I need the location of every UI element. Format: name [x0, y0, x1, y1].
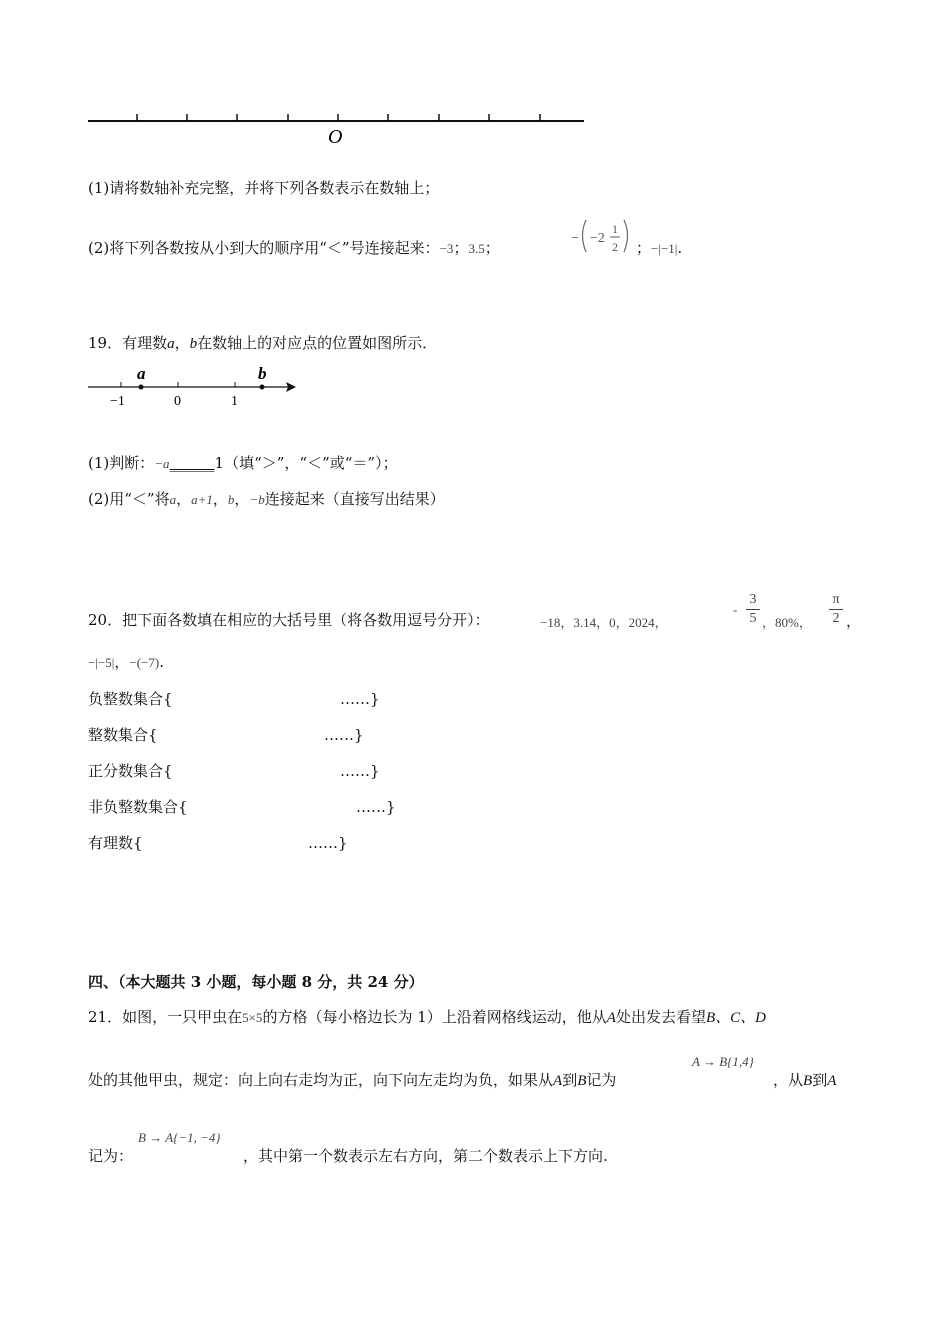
q18-part2-tail	[636, 238, 682, 259]
num-neg-abs-neg5: −|−5|	[88, 655, 115, 670]
point-b	[260, 385, 265, 390]
set-rationals: 有理数{	[88, 834, 143, 852]
q18-part2-prefix: (2)将下列各数按从小到大的顺序用“＜”号连接起来：	[88, 239, 440, 257]
num-neg-neg7: −(−7)	[129, 655, 160, 670]
expr-neg-a: −a	[154, 456, 170, 471]
sep: ；	[484, 239, 500, 257]
comma: ，	[174, 334, 190, 352]
axis-ticks	[137, 114, 540, 121]
var-b: b	[189, 336, 198, 352]
q21-line1: 21．如图，一只甲虫在5×5的方格（每小格边长为 1）上沿着网格线运动，他从A处出发去看望B、C、D	[88, 1008, 766, 1026]
set-nonnegative-integers: 非负整数集合{	[88, 798, 188, 816]
svg-text:−: −	[571, 231, 579, 246]
label-1: 1	[231, 394, 238, 409]
grid-size: 5×5	[242, 1010, 263, 1025]
value-neg-abs-neg1: −|−1|	[651, 241, 678, 256]
q19-part2-suffix: 连接起来（直接写出结果）	[264, 490, 445, 508]
record-A-to-B: A → B{1,4}	[692, 1054, 754, 1069]
item-a: a	[169, 492, 177, 507]
value-neg-neg-2-half	[570, 212, 636, 258]
q20-numbers-line2: −|−5|，−(−7).	[88, 653, 164, 671]
num-80-percent: ，80%，	[762, 615, 812, 630]
answer-blank[interactable]: ______	[169, 454, 215, 472]
item-a-plus-1: a+1	[191, 492, 213, 507]
frac-neg3-5: 3 5	[746, 592, 760, 627]
q21-line3: 记为：	[88, 1147, 134, 1165]
frac-pi-2: π 2	[829, 592, 843, 627]
q20-title: 20．把下面各数填在相应的大括号里（将各数用逗号分开）：	[88, 611, 490, 629]
label-0: 0	[174, 394, 181, 409]
point-A: A	[606, 1010, 616, 1026]
set-rationals-end: ……}	[308, 834, 348, 852]
q19-title-text: 19．有理数	[88, 334, 168, 352]
svg-text:2: 2	[612, 240, 618, 254]
num-3-14: 3.14	[573, 615, 597, 630]
frac-neg3-5-sign: -	[733, 602, 738, 617]
q19-part1-prefix: (1)判断：	[88, 454, 155, 472]
q18-part2	[88, 238, 500, 259]
set-integers: 整数集合{	[88, 726, 158, 744]
q18-part1: (1)请将数轴补充完整，并将下列各数表示在数轴上；	[88, 179, 440, 197]
item-neg-b: −b	[249, 492, 265, 507]
var-a: a	[167, 336, 175, 352]
number-line-q19	[80, 360, 310, 412]
num-2024: 2024	[628, 615, 655, 630]
origin-label: O	[328, 126, 343, 148]
q20-numbers-line1: −18，3.14，0，2024，	[540, 615, 668, 630]
q19-part1	[88, 453, 398, 474]
comma-after-pi: ，	[846, 612, 862, 630]
q19-part1-suffix: 1（填“＞”，“＜”或“＝”）；	[214, 454, 398, 472]
mixed-number-expression	[570, 212, 636, 258]
q21-line2: 处的其他甲虫，规定：向上向右走均为正，向下向左走均为负，如果从A到B记为	[88, 1071, 617, 1089]
q21-line2-tail: ，从B到A	[773, 1071, 837, 1089]
num-neg18: −18	[540, 615, 561, 630]
q19-part2-prefix: (2)用“＜”将	[88, 490, 170, 508]
q19-part2: (2)用“＜”将a，a+1，b，−b连接起来（直接写出结果）	[88, 490, 445, 508]
svg-text:1: 1	[612, 222, 618, 236]
sep: ；	[453, 239, 469, 257]
set-negative-integers: 负整数集合{	[88, 690, 173, 708]
label-a: a	[137, 364, 146, 383]
value-neg3: −3	[439, 241, 454, 256]
set-positive-fractions-end: ……}	[340, 762, 380, 780]
number-line-q18	[0, 0, 950, 150]
q21-line3-tail: ，其中第一个数表示左右方向，第二个数表示上下方向.	[243, 1147, 608, 1165]
q19-title	[88, 333, 437, 354]
label-neg1: −1	[110, 394, 125, 409]
value-3-5: 3.5	[468, 241, 485, 256]
num-0: 0	[609, 615, 616, 630]
period: .	[677, 239, 683, 257]
set-integers-end: ……}	[324, 726, 364, 744]
set-nonnegative-integers-end: ……}	[356, 798, 396, 816]
record-B-to-A: B → A{−1, −4}	[138, 1130, 221, 1145]
svg-text:−2: −2	[590, 231, 605, 246]
point-a	[139, 385, 144, 390]
set-negative-integers-end: ……}	[340, 690, 380, 708]
item-b: b	[227, 492, 235, 507]
label-b: b	[258, 364, 267, 383]
q19-title-rest: 在数轴上的对应点的位置如图所示．	[197, 334, 438, 352]
sep: ；	[636, 239, 652, 257]
section-4-heading: 四、（本大题共 3 小题，每小题 8 分，共 24 分）	[88, 973, 424, 991]
points-BCD: B、C、D	[705, 1010, 766, 1026]
set-positive-fractions: 正分数集合{	[88, 762, 173, 780]
